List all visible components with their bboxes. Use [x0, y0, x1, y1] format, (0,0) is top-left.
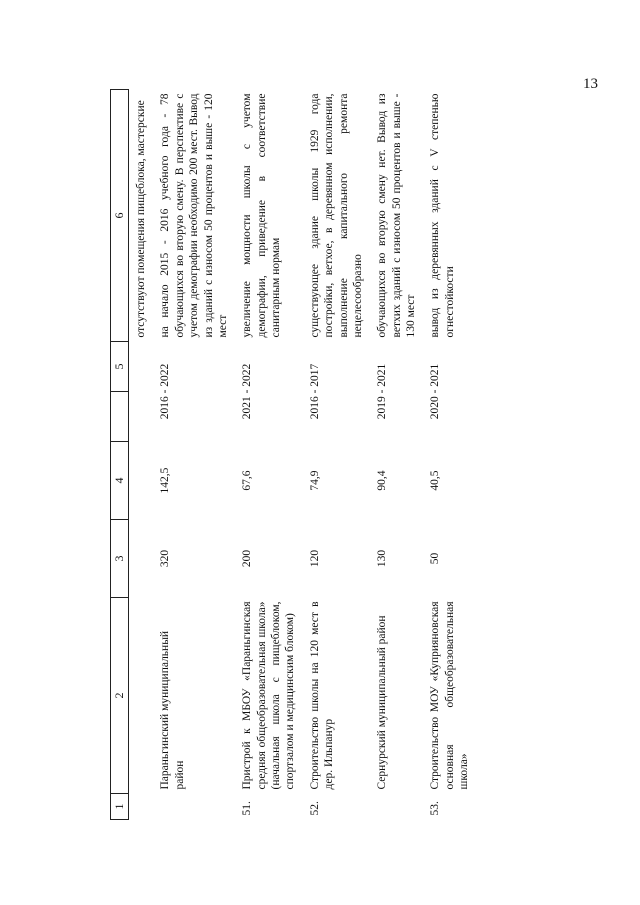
header-col-2: 2: [111, 598, 129, 794]
row-col-5: 2021 - 2022: [241, 363, 254, 420]
program-table: [110, 89, 477, 820]
row-col-5: 2016 - 2017: [308, 363, 321, 420]
row-col-4: 74,9: [308, 470, 321, 491]
table-header-row: [111, 90, 129, 820]
header-col-3: 3: [111, 520, 129, 598]
row-name: Строительство МОУ «Куприяновская основная общеобразовательная школа»: [429, 601, 471, 790]
row-col-3: 50: [429, 552, 442, 565]
row-col-4: 90,4: [376, 470, 389, 491]
row-col-3: 130: [376, 549, 389, 568]
header-col-5: 5: [111, 342, 129, 392]
row-col-6: увеличение мощности школы с учетом демографии, приведение в соответствие санитарным нормам: [241, 93, 282, 338]
header-col-1: 1: [111, 794, 129, 820]
row-col-3: 200: [241, 549, 254, 568]
row-col-6: обучающихся во вторую смену нет. Вывод из ветхих зданий с износом 50 процентов и выше - 130 мест: [376, 93, 417, 338]
row-number: [129, 794, 154, 820]
row-col-4: [129, 442, 154, 520]
table-row: [129, 90, 154, 820]
table-row: [423, 90, 476, 820]
row-number: 53.: [429, 801, 442, 816]
row-col-3: [129, 520, 154, 598]
row-col-5: 2020 - 2021: [429, 363, 442, 420]
row-name: Пристрой к МБОУ «Параньгинская средняя общеобразовательная школа» (начальная школа с пищеблоком, спортзалом и медицинским блоком): [241, 601, 297, 790]
row-col-4: 67,6: [241, 470, 254, 491]
row-col-4: 40,5: [429, 470, 442, 491]
row-number: 51.: [241, 801, 254, 816]
table-row: [235, 90, 303, 820]
row-name: Параньгинский муниципальный район: [159, 630, 186, 790]
row-number: [153, 794, 235, 820]
rotated-page-content: [110, 90, 510, 820]
header-col-4: 4: [111, 442, 129, 520]
row-col-6: существующее здание школы 1929 года постройки, ветхое, в деревянном исполнении, выполнение капитального ремонта нецелесообразно: [308, 93, 364, 338]
row-col-6: вывод из деревянных зданий с V степенью огнестойкости: [429, 93, 456, 338]
row-name: Сернурский муниципальный район: [376, 615, 389, 790]
row-col-6: отсутствуют помещения пищеблока, мастерские: [135, 100, 147, 338]
row-col-6: на начало 2015 - 2016 учебного года - 78 обучающихся во вторую смену. В перспективе с учетом демографии необходимо 200 мест. Вывод из зданий с износом 50 процентов и выше - 120 мест: [159, 93, 229, 338]
header-col-blank: [111, 392, 129, 442]
page-number: 13: [583, 76, 598, 92]
row-name: [129, 598, 154, 794]
row-col-3: 120: [308, 549, 321, 568]
table-row: [303, 90, 371, 820]
row-col-3: 320: [159, 549, 172, 568]
table-row: [153, 90, 235, 820]
row-number: [370, 794, 423, 820]
header-col-6: 6: [111, 90, 129, 342]
row-col-4: 142,5: [159, 467, 172, 494]
row-col-5: 2019 - 2021: [376, 363, 389, 420]
row-number: 52.: [308, 801, 321, 816]
row-name: Строительство школы на 120 мест в дер. Ильпанур: [308, 601, 336, 790]
table-row: [370, 90, 423, 820]
row-col-5: 2016 - 2022: [159, 363, 172, 420]
row-col-5: [129, 342, 154, 442]
